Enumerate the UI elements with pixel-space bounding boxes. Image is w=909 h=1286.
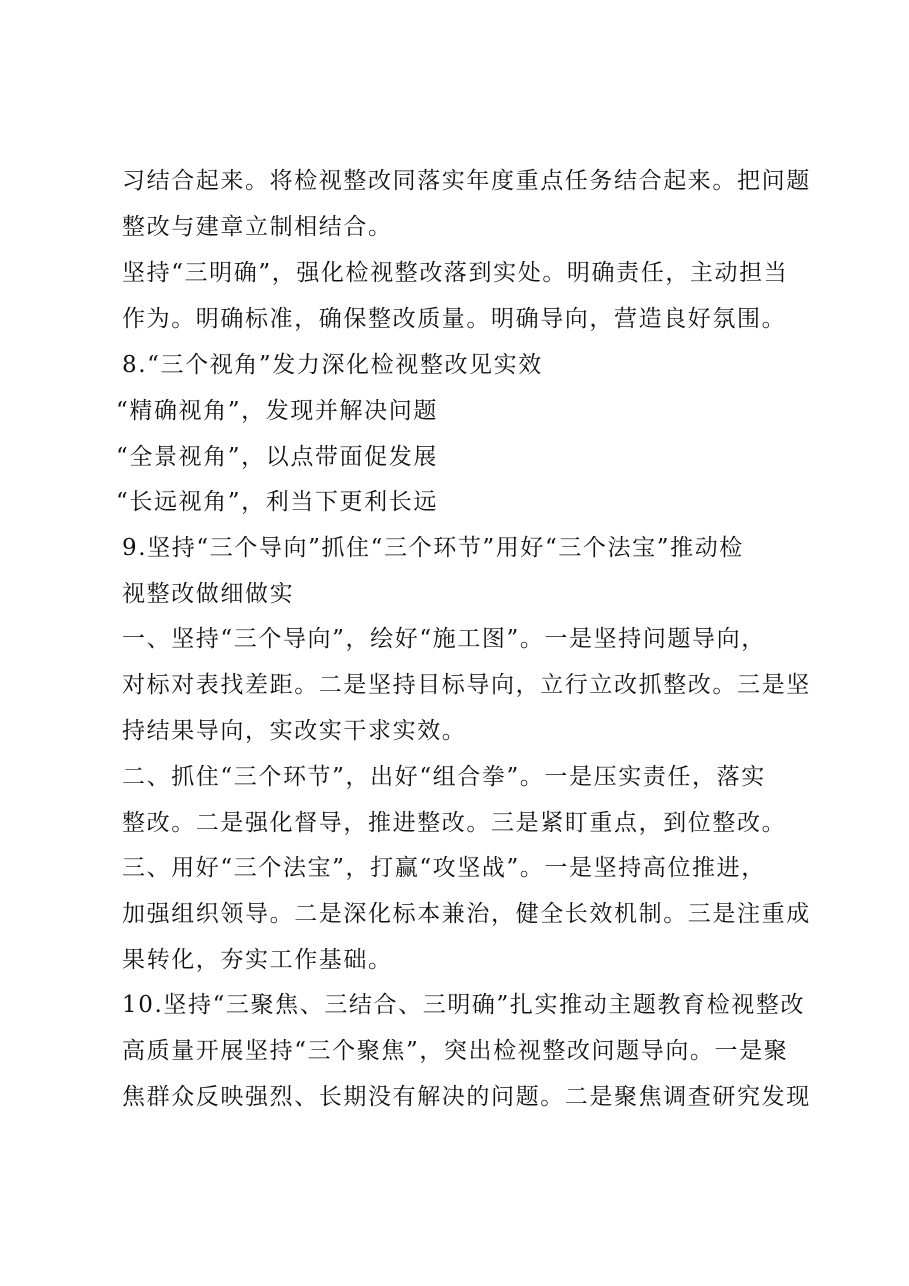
section-heading: 10.坚持“三聚焦、三结合、三明确”扎实推动主题教育检视整改 (122, 992, 806, 1018)
text-line: 作为。明确标准，确保整改质量。明确导向，营造良好氛围。 (122, 306, 787, 332)
section-heading: 8.“三个视角”发力深化检视整改见实效 (122, 352, 543, 378)
text-line: 果转化，夯实工作基础。 (122, 947, 393, 973)
text-line: 持结果导向，实改实干求实效。 (122, 718, 467, 744)
text-line: 三、用好“三个法宝”，打赢“攻坚战”。一是坚持高位推进， (122, 855, 766, 881)
section-heading: 视整改做细做实 (122, 581, 295, 607)
section-heading: 9.坚持“三个导向”抓住“三个环节”用好“三个法宝”推动检 (122, 535, 744, 561)
text-line: 整改。二是强化督导，推进整改。三是紧盯重点，到位整改。 (122, 810, 787, 836)
text-line: 焦群众反映强烈、长期没有解决的问题。二是聚焦调查研究发现 (122, 1084, 811, 1110)
text-line: 加强组织领导。二是深化标本兼治，健全长效机制。三是注重成 (122, 901, 811, 927)
text-line: 习结合起来。将检视整改同落实年度重点任务结合起来。把问题 (122, 168, 811, 194)
text-line: 对标对表找差距。二是坚持目标导向，立行立改抓整改。三是坚 (122, 672, 811, 698)
text-line: “长远视角”，利当下更利长远 (116, 489, 438, 515)
text-line: “精确视角”，发现并解决问题 (116, 398, 438, 424)
text-line: 整改与建章立制相结合。 (122, 214, 393, 240)
text-line: “全景视角”，以点带面促发展 (116, 444, 438, 470)
text-line: 坚持“三明确”，强化检视整改落到实处。明确责任，主动担当 (122, 260, 789, 286)
text-line: 高质量开展坚持“三个聚焦”，突出检视整改问题导向。一是聚 (122, 1038, 789, 1064)
text-line: 一、坚持“三个导向”，绘好“施工图”。一是坚持问题导向， (122, 626, 766, 652)
text-line: 二、抓住“三个环节”，出好“组合拳”。一是压实责任，落实 (122, 764, 766, 790)
